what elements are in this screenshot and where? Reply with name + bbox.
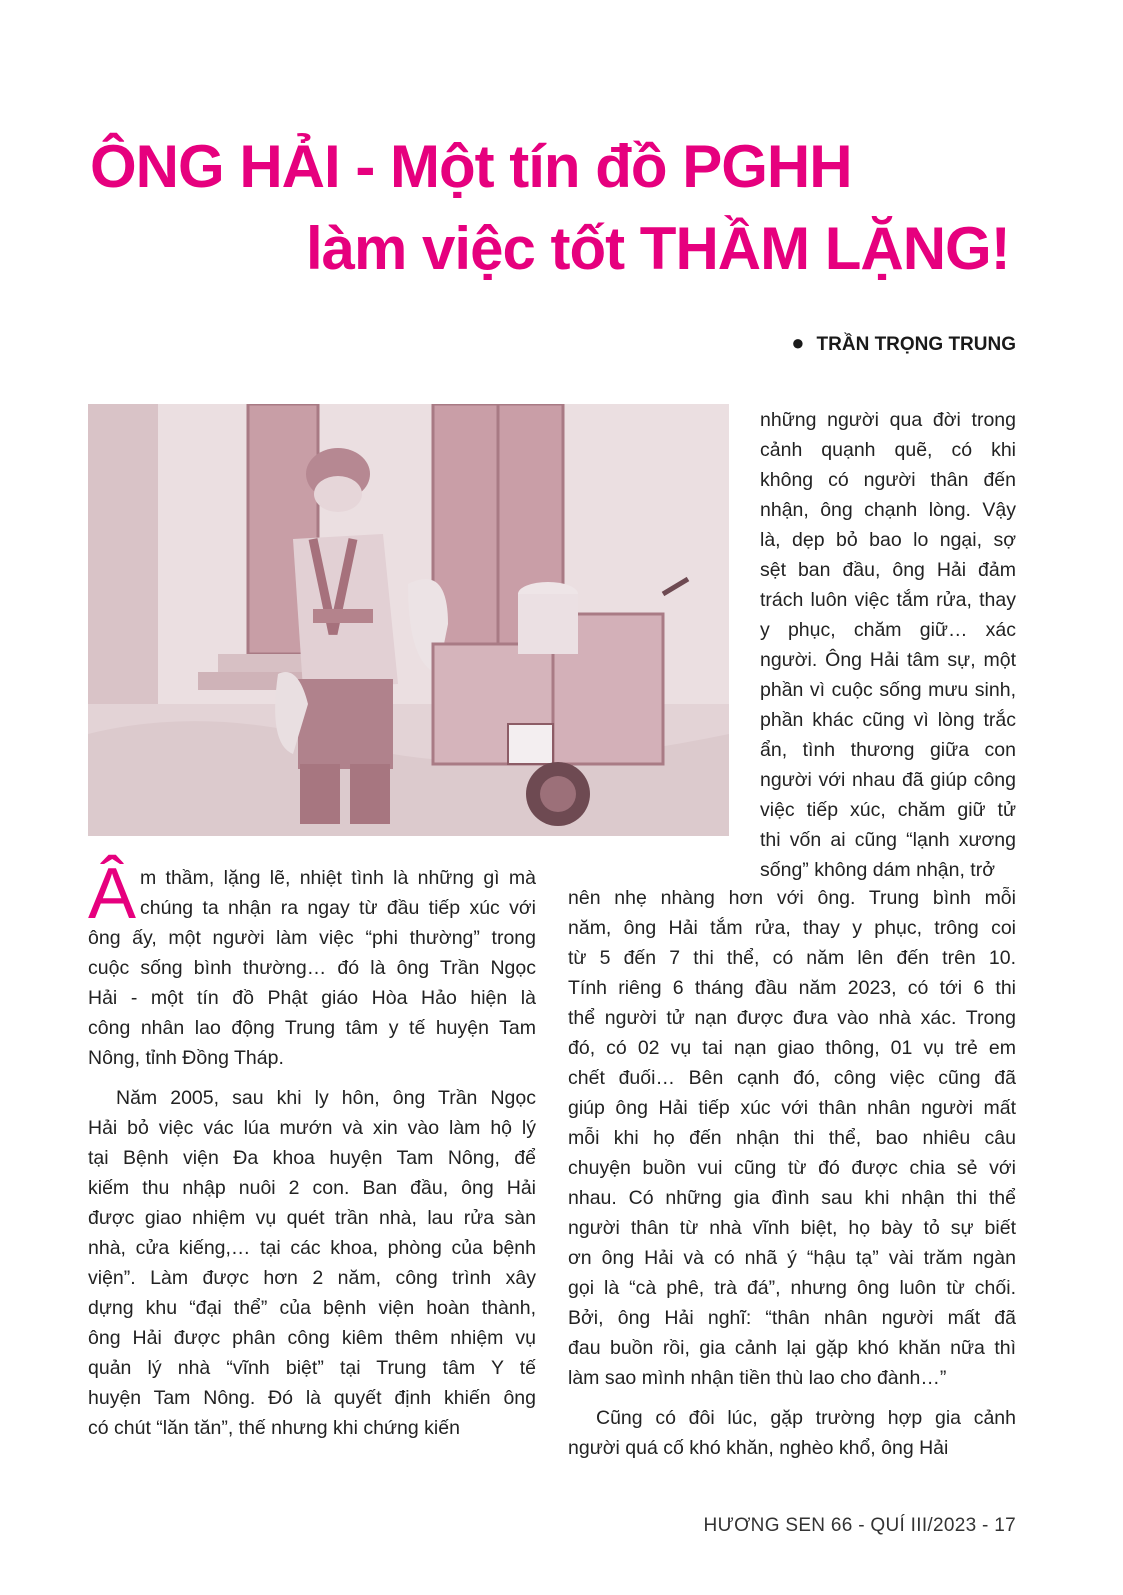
left-line: chúng ta nhận ra ngay từ đầu tiếp xúc với — [140, 897, 536, 919]
right-top-line: việc tiếp xúc, chăm giữ tử — [760, 799, 1016, 821]
photo-illustration — [88, 404, 729, 836]
left-line: Nông, tỉnh Đồng Tháp. — [88, 1047, 284, 1069]
right-top-line: là, dẹp bỏ bao lo ngại, sợ — [760, 529, 1016, 551]
left-line: Năm 2005, sau khi ly hôn, ông Trần Ngọc — [116, 1087, 536, 1109]
right-line: chuyện buồn vui cũng từ đó được chia sẻ với — [568, 1157, 1016, 1179]
byline — [791, 330, 1016, 356]
left-line: huyện Tam Nông. Đó là quyết định khiến ông — [88, 1387, 536, 1409]
page-footer: HƯƠNG SEN 66 - QUÍ III/2023 - 17 — [703, 1515, 1016, 1536]
right-line: đau buồn rồi, gia cảnh lại gặp khó khăn nữa thì — [568, 1337, 1016, 1359]
right-top-line: thi vốn ai cũng “lạnh xương — [760, 829, 1016, 851]
left-line: nhà, cửa kiếng,… tại các khoa, phòng của bệnh — [88, 1237, 536, 1259]
right-line: giúp ông Hải tiếp xúc với thân nhân người mất — [568, 1097, 1016, 1119]
right-line: năm, ông Hải tắm rửa, thay y phục, trông coi — [568, 917, 1016, 939]
right-line: đó, có 02 vụ tai nạn giao thông, 01 vụ trẻ em — [568, 1037, 1016, 1059]
right-line: nhau. Có những gia đình sau khi nhận thi thể — [568, 1187, 1016, 1209]
bullet-icon: ● — [791, 330, 805, 355]
right-line: mỗi khi họ đến nhận thi thể, bao nhiêu câu — [568, 1127, 1016, 1149]
article-title-line-1: ÔNG HẢI - Một tín đồ PGHH — [90, 133, 852, 200]
right-line: người thân từ nhà vĩnh biệt, họ bày tỏ sự biết — [568, 1217, 1016, 1239]
article-photo — [88, 404, 729, 836]
right-line: ơn ông Hải và có nhã ý “hậu tạ” vài trăm ngàn — [568, 1247, 1016, 1269]
right-line: Bởi, ông Hải nghĩ: “thân nhân người mất đã — [568, 1307, 1016, 1329]
right-line: làm sao mình nhận tiền thù lao cho đành…” — [568, 1367, 947, 1389]
author-name: TRẦN TRỌNG TRUNG — [816, 334, 1016, 355]
left-line: công nhân lao động Trung tâm y tế huyện Tam — [88, 1017, 536, 1039]
right-line: Tính riêng 6 tháng đầu năm 2023, có tới 6 thi — [568, 977, 1016, 999]
right-line: Cũng có đôi lúc, gặp trường hợp gia cảnh — [596, 1407, 1016, 1429]
left-line: viện”. Làm được hơn 2 năm, công trình xây — [88, 1267, 536, 1289]
right-line: người quá cố khó khăn, nghèo khổ, ông Hải — [568, 1437, 949, 1459]
right-top-line: sống” không dám nhận, trở — [760, 859, 996, 881]
right-line: từ 5 đến 7 thi thể, có năm lên đến trên 10. — [568, 947, 1016, 969]
right-line: gọi là “cà phê, trà đá”, nhưng ông luôn từ chối. — [568, 1277, 1016, 1299]
right-top-line: người với nhau đã giúp công — [760, 769, 1016, 791]
left-line: ông Hải được phân công kiêm thêm nhiệm vụ — [88, 1327, 536, 1349]
right-top-line: ẩn, tình thương giữa con — [760, 739, 1016, 761]
right-top-line: sệt ban đầu, ông Hải đảm — [760, 559, 1016, 581]
article-title-line-2: làm việc tốt THẦM LẶNG! — [306, 215, 1010, 282]
left-line: được giao nhiệm vụ quét trần nhà, lau rửa sàn — [88, 1207, 536, 1229]
left-line: ông ấy, một người làm việc “phi thường” trong — [88, 927, 536, 949]
right-top-line: cảnh quạnh quẽ, có khi — [760, 439, 1016, 461]
left-line: Hải - một tín đồ Phật giáo Hòa Hảo hiện là — [88, 987, 536, 1009]
right-top-line: không có người thân đến — [760, 469, 1016, 491]
right-top-line: y phục, chăm giữ… xác — [760, 619, 1016, 641]
left-line: Hải bỏ việc vác lúa mướn và xin vào làm hộ lý — [88, 1117, 536, 1139]
left-line: tại Bệnh viện Đa khoa huyện Tam Nông, để — [88, 1147, 536, 1169]
right-top-line: phần khác cũng vì lòng trắc — [760, 709, 1016, 731]
right-top-line: người. Ông Hải tâm sự, một — [760, 649, 1016, 671]
right-line: nên nhẹ nhàng hơn với ông. Trung bình mỗi — [568, 887, 1016, 909]
drop-cap: Â — [88, 854, 137, 934]
left-line: quản lý nhà “vĩnh biệt” tại Trung tâm Y tế — [88, 1357, 536, 1379]
right-top-line: trách luôn việc tắm rửa, thay — [760, 589, 1016, 611]
right-top-line: phần vì cuộc sống mưu sinh, — [760, 679, 1016, 701]
left-line: dựng khu “đại thể” của bệnh viện hoàn thành, — [88, 1297, 536, 1319]
left-line: cuộc sống bình thường… đó là ông Trần Ngọc — [88, 957, 536, 979]
right-top-line: nhận, ông chạnh lòng. Vậy — [760, 499, 1016, 521]
left-line: có chút “lăn tăn”, thế nhưng khi chứng kiến — [88, 1417, 460, 1439]
right-top-line: những người qua đời trong — [760, 409, 1016, 431]
right-line: thể người tử nạn được đưa vào nhà xác. Trong — [568, 1007, 1016, 1029]
left-line: kiếm thu nhập nuôi 2 con. Ban đầu, ông Hải — [88, 1177, 536, 1199]
left-line: m thầm, lặng lẽ, nhiệt tình là những gì mà — [140, 867, 536, 889]
right-line: chết đuối… Bên cạnh đó, công việc cũng đã — [568, 1067, 1016, 1089]
